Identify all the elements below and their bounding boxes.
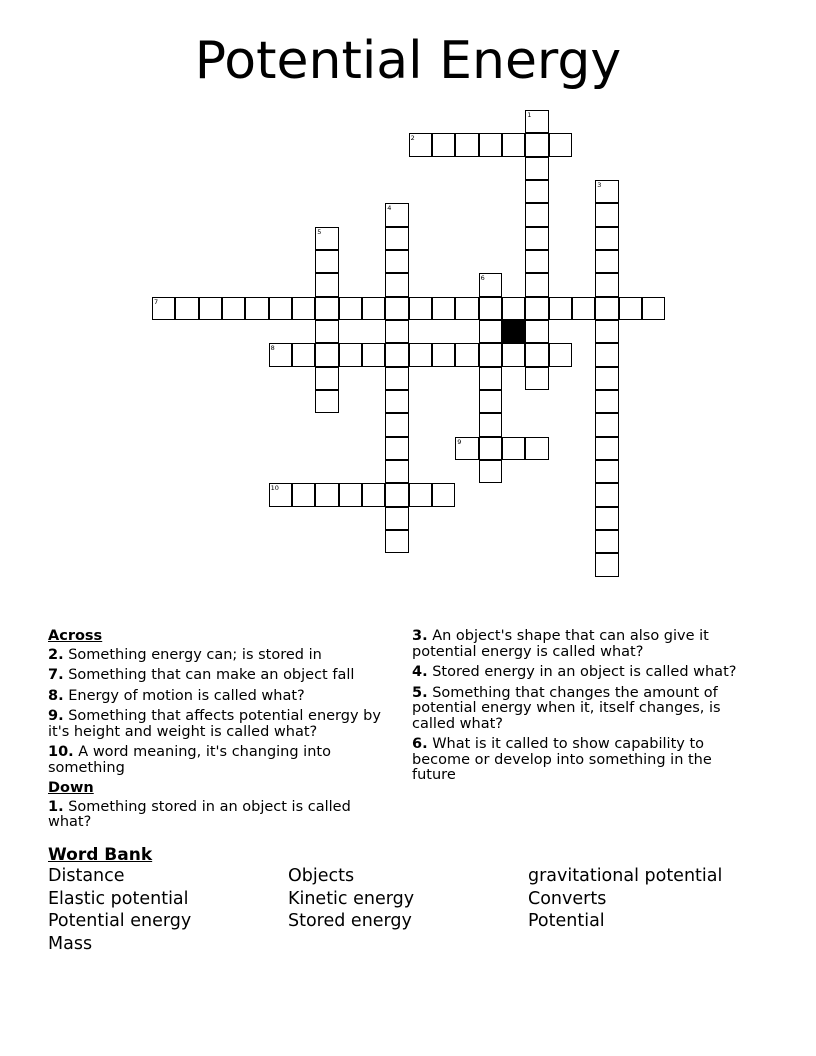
crossword-cell[interactable] [315,320,338,343]
crossword-cell[interactable] [525,227,548,250]
crossword-cell[interactable] [595,507,618,530]
crossword-cell[interactable] [362,483,385,506]
clues-left-column [48,629,393,836]
clue-across-2 [48,648,393,664]
crossword-cell[interactable] [315,390,338,413]
crossword-cell[interactable] [409,133,432,156]
cell-number: 6 [480,274,485,283]
crossword-cell[interactable] [595,483,618,506]
crossword-cell[interactable] [385,297,408,320]
crossword-cell[interactable] [339,343,362,366]
crossword-cell[interactable] [502,133,525,156]
crossword-block-cell [502,320,525,343]
clue-number: 5. [412,684,428,701]
crossword-cell[interactable] [525,437,548,460]
word-bank-item: Potential energy [48,911,192,931]
word-bank-item: Objects [288,866,355,886]
crossword-cell[interactable] [292,483,315,506]
crossword-cell[interactable] [595,180,618,203]
crossword-cell[interactable] [595,460,618,483]
clue-across-7 [48,668,393,684]
crossword-cell[interactable] [269,343,292,366]
word-bank-item: Elastic potential [48,889,189,909]
clues-right-column [412,629,757,789]
crossword-cell[interactable] [245,297,268,320]
crossword-cell[interactable] [525,343,548,366]
crossword-cell[interactable] [199,297,222,320]
clue-text: An object's shape that can also give it potential energy is called what? [412,628,709,660]
clue-number: 6. [412,736,428,752]
crossword-cell[interactable] [362,297,385,320]
crossword-cell[interactable] [362,343,385,366]
clue-text: Stored energy in an object is called what? [432,664,737,680]
crossword-cell[interactable] [455,343,478,366]
crossword-cell[interactable] [595,227,618,250]
crossword-cell[interactable] [175,297,198,320]
cell-number: 2 [410,134,415,143]
crossword-cell[interactable] [385,367,408,390]
crossword-cell[interactable] [385,460,408,483]
crossword-cell[interactable] [385,483,408,506]
clue-down-5 [412,686,757,733]
crossword-cell[interactable] [595,390,618,413]
clue-across-10 [48,745,393,776]
crossword-cell[interactable] [479,390,502,413]
clue-across-8 [48,689,393,705]
crossword-cell[interactable] [525,250,548,273]
clue-number: 3. [412,628,428,644]
crossword-cell[interactable] [595,250,618,273]
word-bank-item: Stored energy [288,911,412,931]
crossword-cell[interactable] [595,320,618,343]
crossword-cell[interactable] [315,227,338,250]
crossword-cell[interactable] [385,273,408,296]
crossword-cell[interactable] [385,413,408,436]
clue-down-4 [412,665,757,681]
word-bank-item: Mass [48,934,93,954]
crossword-cell[interactable] [385,203,408,226]
crossword-cell[interactable] [432,297,455,320]
crossword-cell[interactable] [525,203,548,226]
clue-number: 8. [48,687,64,704]
crossword-cell[interactable] [479,273,502,296]
crossword-cell[interactable] [385,343,408,366]
crossword-cell[interactable] [549,297,572,320]
clue-text: A word meaning, it's changing into something [48,744,331,776]
crossword-cell[interactable] [525,180,548,203]
cell-number: 1 [527,111,532,119]
clue-number: 4. [412,664,428,680]
crossword-cell[interactable] [595,297,618,320]
crossword-cell[interactable] [525,297,548,320]
crossword-cell[interactable] [595,273,618,296]
crossword-cell[interactable] [269,297,292,320]
across-heading: Across [48,628,103,644]
crossword-cell[interactable] [479,133,502,156]
crossword-cell[interactable] [525,133,548,156]
down-heading: Down [48,780,94,796]
crossword-cell[interactable] [549,133,572,156]
crossword-cell[interactable] [479,367,502,390]
clue-number: 1. [48,798,64,815]
clue-text: What is it called to show capability to become or develop into something in the future [412,736,712,783]
crossword-cell[interactable] [292,343,315,366]
crossword-cell[interactable] [502,343,525,366]
crossword-cell[interactable] [292,297,315,320]
cell-number: 3 [597,180,602,189]
clue-text: Something that can make an object fall [68,667,355,683]
crossword-cell[interactable] [572,297,595,320]
crossword-cell[interactable] [619,297,642,320]
crossword-cell[interactable] [385,320,408,343]
clue-number: 7. [48,667,64,683]
crossword-cell[interactable] [479,320,502,343]
cell-number: 5 [317,227,322,236]
crossword-cell[interactable] [385,250,408,273]
crossword-cell[interactable] [409,483,432,506]
crossword-cell[interactable] [222,297,245,320]
clue-across-9 [48,709,393,740]
crossword-cell[interactable] [315,343,338,366]
crossword-cell[interactable] [315,367,338,390]
crossword-cell[interactable] [269,483,292,506]
crossword-cell[interactable] [642,297,665,320]
crossword-cell[interactable] [502,437,525,460]
crossword-cell[interactable] [385,227,408,250]
crossword-cell[interactable] [595,530,618,553]
clue-number: 10. [48,744,74,760]
crossword-cell[interactable] [479,437,502,460]
crossword-cell[interactable] [339,483,362,506]
crossword-cell[interactable] [595,437,618,460]
clue-text: Something that changes the amount of potential energy when it, itself changes, is called what? [412,684,721,732]
crossword-cell[interactable] [479,413,502,436]
cell-number: 4 [387,204,392,213]
cell-number: 7 [154,297,159,306]
clue-down-1 [48,800,393,831]
crossword-cell[interactable] [525,110,548,133]
crossword-cell[interactable] [152,297,175,320]
crossword-cell[interactable] [385,437,408,460]
crossword-cell[interactable] [549,343,572,366]
crossword-cell[interactable] [432,483,455,506]
crossword-cell[interactable] [315,297,338,320]
cell-number: 10 [270,484,279,493]
clue-text: Something energy can; is stored in [68,646,322,663]
clue-number: 9. [48,708,64,724]
clue-text: Something that affects potential energy by it's height and weight is called what? [48,708,381,740]
word-bank-item: Distance [48,866,125,886]
clue-number: 2. [48,646,64,663]
crossword-cell[interactable] [479,297,502,320]
crossword-cell[interactable] [595,203,618,226]
clue-down-6 [412,737,757,784]
cell-number: 9 [457,437,462,446]
word-bank-title: Word Bank [48,845,153,865]
crossword-cell[interactable] [455,437,478,460]
clue-down-3 [412,629,757,660]
crossword-cell[interactable] [455,133,478,156]
crossword-cell[interactable] [315,273,338,296]
clue-text: Something stored in an object is called what? [48,798,351,830]
page-title: Potential Energy [194,31,622,91]
crossword-cell[interactable] [409,297,432,320]
crossword-cell[interactable] [595,343,618,366]
crossword-cell[interactable] [595,367,618,390]
word-bank-item: Converts [528,889,607,909]
crossword-cell[interactable] [479,343,502,366]
crossword-cell[interactable] [525,320,548,343]
crossword-cell[interactable] [525,367,548,390]
crossword-cell[interactable] [479,460,502,483]
crossword-cell[interactable] [525,157,548,180]
crossword-cell[interactable] [432,133,455,156]
crossword-cell[interactable] [595,413,618,436]
crossword-cell[interactable] [315,483,338,506]
word-bank-item: Kinetic energy [288,889,415,909]
crossword-cell[interactable] [455,297,478,320]
crossword-cell[interactable] [385,530,408,553]
crossword-cell[interactable] [432,343,455,366]
cell-number: 8 [270,344,275,353]
crossword-cell[interactable] [315,250,338,273]
crossword-cell[interactable] [525,273,548,296]
crossword-cell[interactable] [339,297,362,320]
crossword-cell[interactable] [502,297,525,320]
clue-text: Energy of motion is called what? [68,687,305,704]
crossword-cell[interactable] [385,390,408,413]
word-bank-item: gravitational potential [528,866,723,886]
crossword-cell[interactable] [385,507,408,530]
crossword-cell[interactable] [595,553,618,576]
word-bank-item: Potential [528,911,605,931]
crossword-cell[interactable] [409,343,432,366]
